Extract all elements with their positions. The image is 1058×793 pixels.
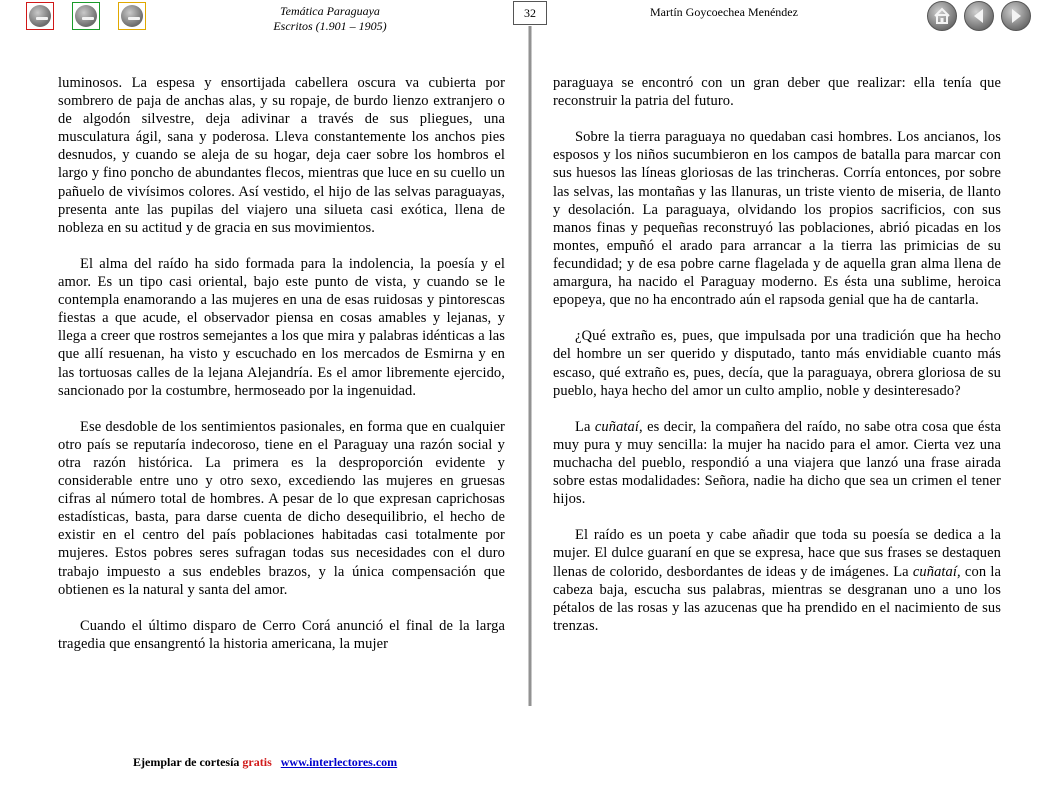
paragraph: ¿Qué extraño es, pues, que impulsada por una tradición que ha hecho del hombre un ser querido y disputado, tanto más envidiable cuanto más escaso, qué extraño es, pues, decía, que la paraguaya, obrera gloriosa de su pueblo, haya hecho del amor un culto amplio, noble y desinteresado? bbox=[553, 328, 1001, 399]
text-run: , con la cabeza baja, escucha sus palabras, mientras se desgranan uno a uno los pétalos de las rosas y las azucenas que ha prendido en el nacimiento de sus trenzas. bbox=[553, 563, 1001, 634]
text-run: La bbox=[575, 418, 595, 435]
minus-icon bbox=[121, 5, 143, 27]
author-name: Martín Goycoechea Menéndez bbox=[650, 5, 798, 19]
italic-word: cuñataí bbox=[594, 418, 640, 435]
series-subtitle: Escritos (1.901 – 1905) bbox=[273, 19, 387, 33]
paragraph: paraguaya se encontró con un gran deber que realizar: ella tenía que reconstruir la patria del futuro. bbox=[553, 75, 1001, 110]
column-divider bbox=[528, 26, 532, 706]
footer-gratis: gratis bbox=[242, 755, 272, 769]
home-button[interactable] bbox=[927, 1, 957, 31]
paragraph bbox=[553, 526, 1001, 635]
paragraph: Cuando el último disparo de Cerro Corá anunció el final de la larga tragedia que ensangrentó la historia americana, la mujer bbox=[58, 617, 505, 652]
series-title: Temática Paraguaya bbox=[280, 4, 380, 18]
paragraph: El alma del raído ha sido formada para la indolencia, la poesía y el amor. Es un tipo casi oriental, bajo este punto de vista, y cuando se le contempla enamorando a las mujeres en una de esas ruidosas y pintorescas fiestas a que acude, el observador piensa en cosas amables y lejanas, y llega a creer que rostros semejantes a los que mira y palabras idénticas a las que allí resuenan, ha visto y escuchado en los mercados de Esmirna y en las tortuosas calles de la lejana Alejandría. Es el amor libremente ejercido, sancionado por la costumbre, hermoseado por la ingenuidad. bbox=[58, 255, 505, 399]
minus-button-yellow[interactable] bbox=[118, 2, 146, 30]
next-page-button[interactable] bbox=[1001, 1, 1031, 31]
left-column bbox=[58, 74, 505, 671]
header-left bbox=[240, 4, 420, 34]
arrow-left-icon bbox=[969, 6, 989, 26]
minus-button-red[interactable] bbox=[26, 2, 54, 30]
footer-prefix: Ejemplar de cortesía bbox=[133, 755, 240, 769]
footer-link[interactable]: www.interlectores.com bbox=[280, 755, 398, 769]
minus-icon bbox=[29, 5, 51, 27]
text-run: El raído es un poeta y cabe añadir que toda su poesía se dedica a la mujer. El dulce guaraní en que se expresa, hace que sus frases se destaquen llenas de colorido, desbordantes de ideas y de imágenes. La bbox=[553, 527, 1001, 580]
arrow-right-icon bbox=[1006, 6, 1026, 26]
minus-button-green[interactable] bbox=[72, 2, 100, 30]
home-icon bbox=[932, 6, 952, 26]
page-number: 32 bbox=[513, 1, 547, 25]
text-run: , es decir, la compañera del raído, no sabe otra cosa que ésta muy pura y muy sencilla: la mujer ha nacido para el amor. Cierta vez una muchacha del pueblo, respondió a una viajera que lanzó una frase airada sobre estas modalidades: Señora, nadie ha dicho que sea un crimen el tener hijos. bbox=[553, 418, 1001, 508]
paragraph: luminosos. La espesa y ensortijada cabellera oscura va cubierta por sombrero de paja de anchas alas, y su ropaje, de burdo lienzo extranjero o de algodón silvestre, deja adivinar a través de sus pliegues, una musculatura ágil, sana y poderosa. Lleva constantemente los anchos pies desnudos, y cuando se aleja de su hogar, deja caer sobre los hombros el largo y fino poncho de abundantes flecos, mientras que luce en su cuello un pañuelo de vivísimos colores. Así vestido, el hijo de las selvas paraguayas, presenta ante las pupilas del viajero una silueta casi exótica, llena de nobleza en su actitud y de gracia en sus movimientos. bbox=[58, 75, 505, 236]
paragraph: Sobre la tierra paraguaya no quedaban casi hombres. Los ancianos, los esposos y los niños sucumbieron en los campos de batalla para marcar con sus huesos las líneas gloriosas de las trincheras. Corría entonces, por sobre las selvas, las montañas y las llanuras, un triste viento de miseria, de llanto y desolación. La paraguaya, olvidando los propios sacrificios, con sus manos finas y pequeñas reconstruyó las poblaciones, abrió picadas en los montes, empuñó el arado para arrancar a la tierra las primicias de su fecundidad; y de esa pobre carne flagelada y de aquella gran alma llena de amargura, ha nacido el Paraguay moderno. Es ésta una sublime, heroica epopeya, que no ha encontrado aún el rapsoda genial que ha de cantarla. bbox=[553, 129, 1001, 309]
paragraph: Ese desdoble de los sentimientos pasionales, en forma que en cualquier otro país se reputaría indecoroso, tiene en el Paraguay una razón social y otra razón histórica. La primera es la desproporción evidente y considerable entre uno y otro sexo, excediendo las mujeres en gruesas cifras al número total de hombres. A pesar de lo que expresan caprichosas estadísticas, basta, para darse cuenta de dicho desequilibrio, el hecho de existir en el centro del país poblaciones habitadas casi totalmente por mujeres. Estos pobres seres sufragan todas sus necesidades con el duro trabajo impuesto a sus endebles brazos, y la única compensación que obtienen es la natural y santa del amor. bbox=[58, 418, 505, 598]
paragraph bbox=[553, 418, 1001, 508]
italic-word: cuñataí bbox=[912, 563, 958, 580]
right-column bbox=[553, 74, 1001, 653]
minus-icon bbox=[75, 5, 97, 27]
previous-page-button[interactable] bbox=[964, 1, 994, 31]
footer bbox=[133, 755, 397, 770]
